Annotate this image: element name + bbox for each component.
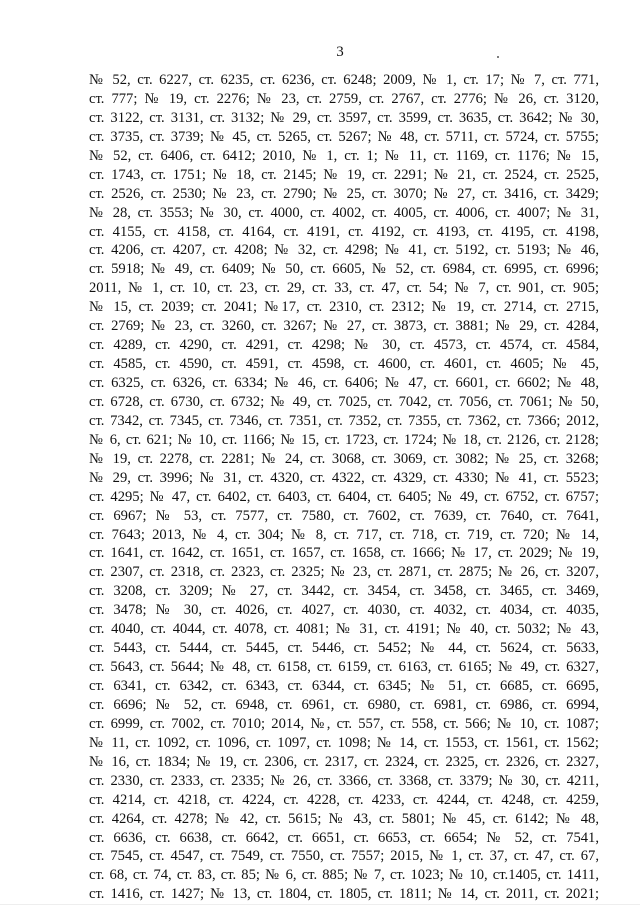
text-line: ст. 2769; № 23, ст. 3260, ст. 3267; № 27, ст. 3873, ст. 3881; № 29, ст. 4284, — [89, 318, 599, 335]
text-line: № 6, ст. 621; № 10, ст. 1166; № 15, ст. 1723, ст. 1724; № 18, ст. 2126, ст. 2128; — [89, 431, 599, 448]
text-line: ст. 6999, ст. 7002, ст. 7010; 2014, №, ст. 557, ст. 558, ст. 566; № 10, ст. 1087; — [89, 715, 599, 732]
text-line: ст. 3122, ст. 3131, ст. 3132; № 29, ст. 3597, ст. 3599, ст. 3635, ст. 3642; № 30, — [89, 109, 599, 126]
text-line: ст. 68, ст. 74, ст. 83, ст. 85; № 6, ст. 885; № 7, ст. 1023; № 10, ст.1405, ст. 1411, — [89, 867, 599, 884]
text-line: ст. 6967; № 53, ст. 7577, ст. 7580, ст. 7602, ст. 7639, ст. 7640, ст. 7641, — [89, 507, 599, 524]
text-line: ст. 6728, ст. 6730, ст. 6732; № 49, ст. 7025, ст. 7042, ст. 7056, ст. 7061; № 50, — [89, 393, 599, 410]
text-line: № 29, ст. 3996; № 31, ст. 4320, ст. 4322, ст. 4329, ст. 4330; № 41, ст. 5523; — [89, 469, 599, 486]
text-line: № 28, ст. 3553; № 30, ст. 4000, ст. 4002, ст. 4005, ст. 4006, ст. 4007; № 31, — [89, 204, 599, 221]
text-line: ст. 1641, ст. 1642, ст. 1651, ст. 1657, ст. 1658, ст. 1666; № 17, ст. 2029; № 19, — [89, 545, 599, 562]
text-line: ст. 4214, ст. 4218, ст. 4224, ст. 4228, ст. 4233, ст. 4244, ст. 4248, ст. 4259, — [89, 791, 599, 808]
text-line: ст. 2307, ст. 2318, ст. 2323, ст. 2325; № 23, ст. 2871, ст. 2875; № 26, ст. 3207, — [89, 564, 599, 581]
text-line: ст. 7342, ст. 7345, ст. 7346, ст. 7351, ст. 7352, ст. 7355, ст. 7362, ст. 7366; 2012, — [89, 412, 599, 429]
text-line: ст. 4289, ст. 4290, ст. 4291, ст. 4298; № 30, ст. 4573, ст. 4574, ст. 4584, — [89, 337, 599, 354]
text-line: ст. 6696; № 52, ст. 6948, ст. 6961, ст. 6980, ст. 6981, ст. 6986, ст. 6994, — [89, 696, 599, 713]
text-line: ст. 2526, ст. 2530; № 23, ст. 2790; № 25, ст. 3070; № 27, ст. 3416, ст. 3429; — [89, 185, 599, 202]
text-line: ст. 4206, ст. 4207, ст. 4208; № 32, ст. 4298; № 41, ст. 5192, ст. 5193; № 46, — [89, 242, 599, 259]
text-line: ст. 4585, ст. 4590, ст. 4591, ст. 4598, ст. 4600, ст. 4601, ст. 4605; № 45, — [89, 356, 599, 373]
text-line: № 52, ст. 6227, ст. 6235, ст. 6236, ст. 6248; 2009, № 1, ст. 17; № 7, ст. 771, — [89, 72, 599, 88]
text-line: ст. 7643; 2013, № 4, ст. 304; № 8, ст. 717, ст. 718, ст. 719, ст. 720; № 14, — [89, 526, 599, 543]
text-line: ст. 6636, ст. 6638, ст. 6642, ст. 6651, ст. 6653, ст. 6654; № 52, ст. 7541, — [89, 829, 599, 846]
text-line: № 52, ст. 6406, ст. 6412; 2010, № 1, ст. 1; № 11, ст. 1169, ст. 1176; № 15, — [89, 147, 599, 164]
text-line: ст. 5443, ст. 5444, ст. 5445, ст. 5446, ст. 5452; № 44, ст. 5624, ст. 5633, — [89, 640, 599, 657]
text-line: ст. 3735, ст. 3739; № 45, ст. 5265, ст. 5267; № 48, ст. 5711, ст. 5724, ст. 5755; — [89, 128, 599, 145]
text-line: ст. 4295; № 47, ст. 6402, ст. 6403, ст. 6404, ст. 6405; № 49, ст. 6752, ст. 6757; — [89, 488, 599, 505]
text-line: ст. 4040, ст. 4044, ст. 4078, ст. 4081; № 31, ст. 4191; № 40, ст. 5032; № 43, — [89, 621, 599, 638]
text-line: № 19, ст. 2278, ст. 2281; № 24, ст. 3068, ст. 3069, ст. 3082; № 25, ст. 3268; — [89, 450, 599, 467]
text-line: № 15, ст. 2039; ст. 2041; №17, ст. 2310, ст. 2312; № 19, ст. 2714, ст. 2715, — [89, 299, 599, 316]
text-line: 2011, № 1, ст. 10, ст. 23, ст. 29, ст. 33, ст. 47, ст. 54; № 7, ст. 901, ст. 905; — [89, 280, 599, 297]
text-line: ст. 4155, ст. 4158, ст. 4164, ст. 4191, ст. 4192, ст. 4193, ст. 4195, ст. 4198, — [89, 223, 599, 240]
text-line: ст. 5643, ст. 5644; № 48, ст. 6158, ст. 6159, ст. 6163, ст. 6165; № 49, ст. 6327, — [89, 659, 599, 676]
text-line: ст. 5918; № 49, ст. 6409; № 50, ст. 6605, № 52, ст. 6984, ст. 6995, ст. 6996; — [89, 261, 599, 278]
scan-dot-mark — [497, 56, 499, 58]
text-line: ст. 3208, ст. 3209; № 27, ст. 3442, ст. 3454, ст. 3458, ст. 3465, ст. 3469, — [89, 583, 599, 600]
page-number: 3 — [336, 44, 344, 60]
text-line: ст. 1416, ст. 1427; № 13, ст. 1804, ст. 1805, ст. 1811; № 14, ст. 2011, ст. 2021; — [89, 886, 599, 903]
text-line: ст. 1743, ст. 1751; № 18, ст. 2145; № 19, ст. 2291; № 21, ст. 2524, ст. 2525, — [89, 166, 599, 183]
text-line: ст. 777; № 19, ст. 2276; № 23, ст. 2759, ст. 2767, ст. 2776; № 26, ст. 3120, — [89, 90, 599, 107]
text-line: № 16, ст. 1834; № 19, ст. 2306, ст. 2317, ст. 2324, ст. 2325, ст. 2326, ст. 2327, — [89, 753, 599, 770]
text-line: № 11, ст. 1092, ст. 1096, ст. 1097, ст. 1098; № 14, ст. 1553, ст. 1561, ст. 1562; — [89, 734, 599, 751]
text-line: ст. 3478; № 30, ст. 4026, ст. 4027, ст. 4030, ст. 4032, ст. 4034, ст. 4035, — [89, 602, 599, 619]
body-text — [89, 71, 599, 904]
text-line: ст. 6325, ст. 6326, ст. 6334; № 46, ст. 6406; № 47, ст. 6601, ст. 6602; № 48, — [89, 375, 599, 391]
text-line: ст. 2330, ст. 2333, ст. 2335; № 26, ст. 3366, ст. 3368, ст. 3379; № 30, ст. 4211, — [89, 772, 599, 789]
text-line: ст. 4264, ст. 4278; № 42, ст. 5615; № 43, ст. 5801; № 45, ст. 6142; № 48, — [89, 810, 599, 827]
text-line: ст. 7545, ст. 4547, ст. 7549, ст. 7550, ст. 7557; 2015, № 1, ст. 37, ст. 47, ст. 67, — [89, 848, 599, 865]
text-line: ст. 6341, ст. 6342, ст. 6343, ст. 6344, ст. 6345; № 51, ст. 6685, ст. 6695, — [89, 678, 599, 694]
